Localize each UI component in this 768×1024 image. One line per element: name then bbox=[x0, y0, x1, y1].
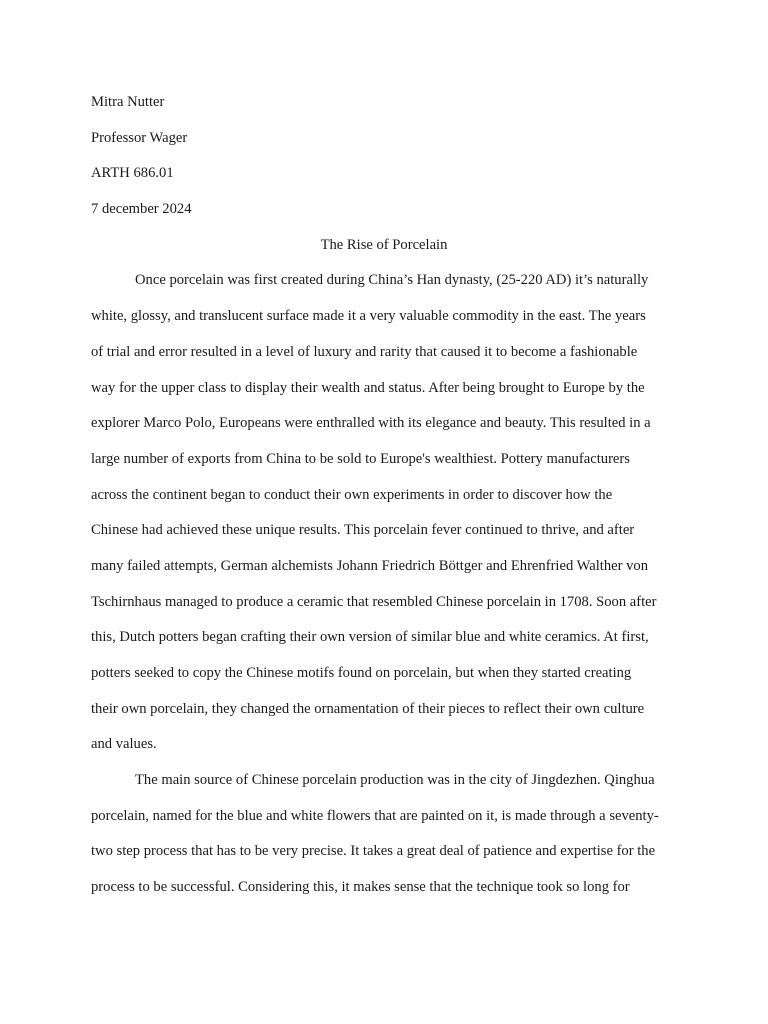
paragraph-line: porcelain, named for the blue and white flowers that are painted on it, is made through a seventy- bbox=[91, 807, 659, 824]
paragraph-line: way for the upper class to display their wealth and status. After being brought to Europe by the bbox=[91, 379, 645, 396]
author-name: Mitra Nutter bbox=[91, 94, 165, 110]
paragraph-line: white, glossy, and translucent surface made it a very valuable commodity in the east. The years bbox=[91, 308, 646, 325]
paragraph-line: Once porcelain was first created during China’s Han dynasty, (25-220 AD) it’s naturally bbox=[135, 272, 649, 289]
paragraph-line: Tschirnhaus managed to produce a ceramic that resembled Chinese porcelain in 1708. Soon after bbox=[91, 593, 657, 610]
document-title: The Rise of Porcelain bbox=[320, 236, 448, 253]
paragraph-line: large number of exports from China to be sold to Europe's wealthiest. Pottery manufacturers bbox=[91, 450, 630, 467]
document-body bbox=[91, 85, 681, 906]
paragraph-2 bbox=[91, 763, 681, 906]
paragraph-1 bbox=[91, 263, 681, 763]
paragraph-line: their own porcelain, they changed the ornamentation of their pieces to reflect their own culture bbox=[91, 700, 645, 717]
paragraph-line: across the continent began to conduct their own experiments in order to discover how the bbox=[91, 486, 613, 503]
paragraph-line: this, Dutch potters began crafting their own version of similar blue and white ceramics. At first, bbox=[91, 629, 649, 646]
document-date: 7 december 2024 bbox=[91, 201, 192, 218]
paragraph-line: process to be successful. Considering this, it makes sense that the technique took so long for bbox=[91, 879, 630, 896]
paragraph-line: two step process that has to be very precise. It takes a great deal of patience and expertise for the bbox=[91, 843, 656, 860]
paragraph-line: and values. bbox=[91, 736, 157, 753]
paragraph-line: potters seeked to copy the Chinese motifs found on porcelain, but when they started creating bbox=[91, 665, 632, 681]
paragraph-line: Chinese had achieved these unique results. This porcelain fever continued to thrive, and after bbox=[91, 522, 635, 539]
paragraph-line: explorer Marco Polo, Europeans were enthralled with its elegance and beauty. This resulted in a bbox=[91, 415, 651, 432]
professor-name: Professor Wager bbox=[91, 129, 188, 146]
paragraph-line: The main source of Chinese porcelain production was in the city of Jingdezhen. Qinghua bbox=[135, 772, 655, 789]
paragraph-line: many failed attempts, German alchemists Johann Friedrich Böttger and Ehrenfried Walther von bbox=[91, 557, 649, 574]
paragraph-line: of trial and error resulted in a level of luxury and rarity that caused it to become a fashionable bbox=[91, 343, 638, 360]
course-code: ARTH 686.01 bbox=[91, 165, 174, 182]
